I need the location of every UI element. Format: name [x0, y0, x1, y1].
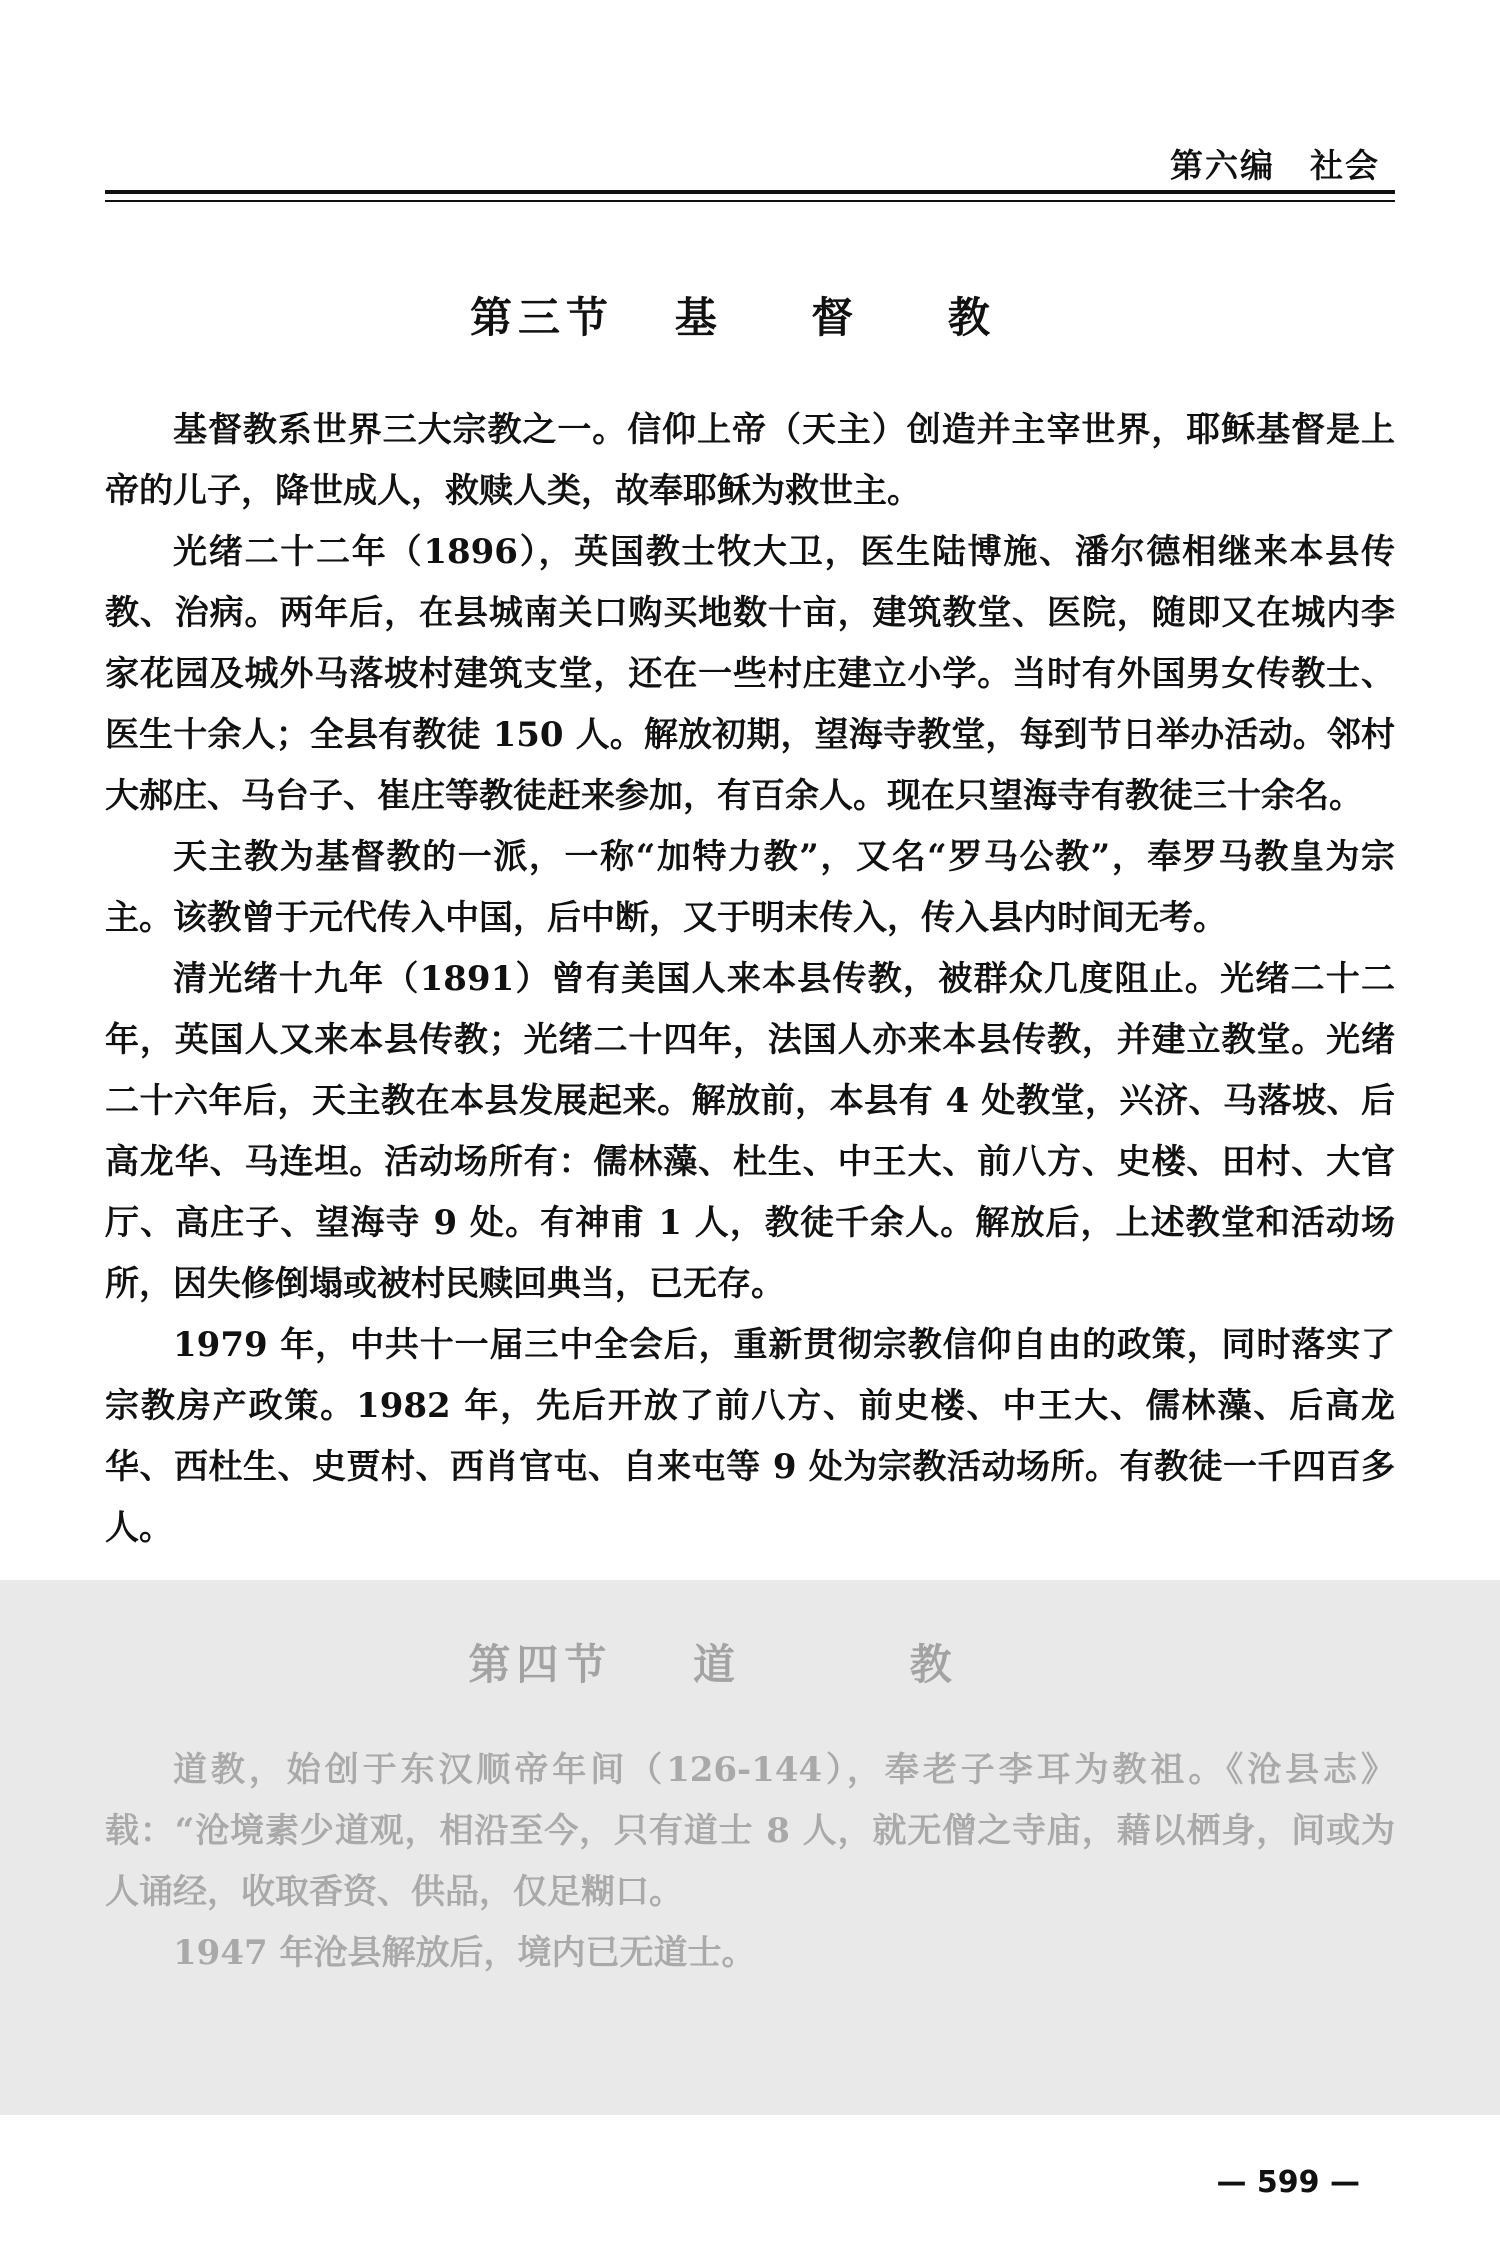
section-name: 基 督 教 — [674, 293, 1030, 342]
header-rule-thin — [105, 200, 1395, 202]
header-rule-thick — [105, 190, 1395, 194]
section-title-christianity — [0, 285, 1500, 345]
page-number: — 599 — — [1216, 2165, 1360, 2200]
faded-section-band — [0, 1580, 1500, 2115]
section-title-taoism — [0, 1632, 1500, 1692]
paragraph: 1979 年，中共十一届三中全会后，重新贯彻宗教信仰自由的政策，同时落实了宗教房产政策。1982 年，先后开放了前八方、前史楼、中王大、儒林藻、后高龙华、西杜生、史贾村、西肖官屯、自来屯等 9 处为宗教活动场所。有教徒一千四百多人。 — [105, 1325, 1395, 1548]
paragraph: 基督教系世界三大宗教之一。信仰上帝（天主）创造并主宰世界，耶稣基督是上帝的儿子，降世成人，救赎人类，故奉耶稣为救世主。 — [105, 410, 1395, 511]
section-name: 道 教 — [693, 1640, 1032, 1689]
paragraph: 清光绪十九年（1891）曾有美国人来本县传教，被群众几度阻止。光绪二十二年，英国人又来本县传教；光绪二十四年，法国人亦来本县传教，并建立教堂。光绪二十六年后，天主教在本县发展起来。解放前，本县有 4 处教堂，兴济、马落坡、后高龙华、马连坦。活动场所有：儒林藻、杜生、中王大、前八方、史楼、田村、大官厅、高庄子、望海寺 9 处。有神甫 1 人，教徒千余人。解放后，上述教堂和活动场所，因失修倒塌或被村民赎回典当，已无存。 — [105, 959, 1395, 1304]
section-number: 第三节 — [470, 293, 615, 342]
paragraph: 道教，始创于东汉顺帝年间（126-144），奉老子李耳为教祖。《沧县志》载：“沧境素少道观，相沿至今，只有道士 8 人，就无僧之寺庙，藉以栖身，间或为人诵经，收取香资、供品，仅足糊口。 — [105, 1750, 1395, 1912]
paragraph: 1947 年沧县解放后，境内已无道士。 — [173, 1933, 756, 1973]
paragraph: 光绪二十二年（1896），英国教士牧大卫，医生陆博施、潘尔德相继来本县传教、治病。两年后，在县城南关口购买地数十亩，建筑教堂、医院，随即又在城内李家花园及城外马落坡村建筑支堂，还在一些村庄建立小学。当时有外国男女传教士、医生十余人；全县有教徒 150 人。解放初期，望海寺教堂，每到节日举办活动。邻村大郝庄、马台子、崔庄等教徒赶来参加，有百余人。现在只望海寺有教徒三十余名。 — [105, 532, 1395, 816]
section-body-taoism — [105, 1740, 1395, 1984]
section-number: 第四节 — [468, 1640, 613, 1689]
section-body-christianity — [105, 400, 1395, 1559]
paragraph: 天主教为基督教的一派，一称“加特力教”，又名“罗马公教”，奉罗马教皇为宗主。该教曾于元代传入中国，后中断，又于明末传入，传入县内时间无考。 — [105, 837, 1395, 938]
running-head: 第六编 社会 — [1170, 146, 1380, 185]
